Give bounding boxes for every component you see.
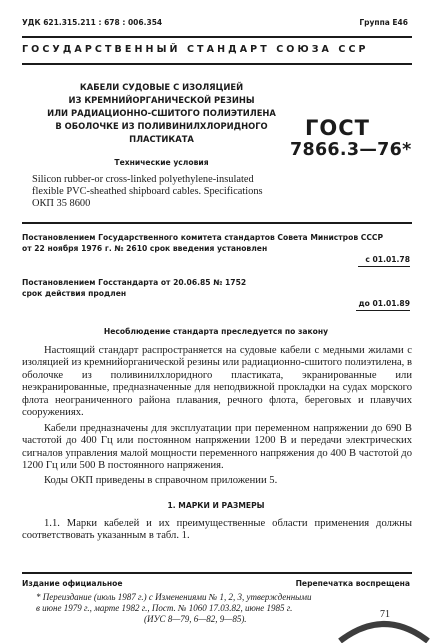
page-number: 71 (380, 609, 390, 620)
top-rule (22, 36, 412, 38)
section-heading: 1. МАРКИ И РАЗМЕРЫ (167, 501, 265, 510)
decree-line: Постановлением Государственного комитета стандартов Совета Министров СССР (22, 233, 384, 242)
footnote-line: * Переиздание (июль 1987 г.) с Изменениями № 1, 2, 3, утвержденными (36, 592, 312, 602)
standard-header: ГОСУДАРСТВЕННЫЙ СТАНДАРТ СОЮЗА ССР (22, 44, 369, 55)
okp-code: ОКП 35 8600 (32, 198, 91, 209)
extended-date: до 01.01.89 (358, 299, 410, 308)
decree-second (22, 277, 412, 299)
law-notice: Несоблюдение стандарта преследуется по закону (103, 327, 329, 336)
group-code: Группа Е46 (359, 18, 408, 27)
body-paragraph: Кабели предназначены для эксплуатации при переменном напряжении до 690 В частотой до 400 Гц или постоянном напряжении 1200 В и передачи электрических сигналов управления малой мощности переменного напряжения до 400 В частотой до 1200 Гц или 500 В постоянного напряжения. (22, 423, 412, 472)
decree-rule (22, 222, 412, 224)
standard-title (44, 81, 279, 146)
reprint-notice: Перепечатка воспрещена (295, 579, 410, 588)
title-line: ИЗ КРЕМНИЙОРГАНИЧЕСКОЙ РЕЗИНЫ (68, 95, 255, 105)
date-underline (356, 310, 410, 311)
body-paragraph: Коды ОКП приведены в справочном приложении 5. (44, 475, 278, 486)
decree-line: Постановлением Госстандарта от 20.06.85 № 1752 (22, 278, 247, 287)
footnote-line: (ИУС 8—79, 6—82, 9—85). (144, 614, 247, 624)
standard-subtitle: Технические условия (114, 158, 209, 167)
english-title-line: Silicon rubber-or cross-linked polyethylene-insulated (32, 174, 254, 185)
gost-number: 7866.3—76* (290, 140, 412, 160)
title-line: КАБЕЛИ СУДОВЫЕ С ИЗОЛЯЦИЕЙ (79, 82, 244, 92)
body-paragraph: Настоящий стандарт распространяется на судовые кабели с медными жилами с изоляцией из кремнийорганической резины или радиационно-сшитого полиэтилена, в оболочке из поливинилхлоридного пластиката, экранированные или неэкранированные, предназначенные для неподвижной прокладки на судах морского флота неограниченного района плавания, речного флота, береговых и плавучих сооружениях. (22, 345, 412, 419)
title-line: ИЛИ РАДИАЦИОННО-СШИТОГО ПОЛИЭТИЛЕНА (47, 108, 276, 118)
header-rule (22, 63, 412, 65)
library-stamp-icon (336, 613, 432, 643)
effective-date: с 01.01.78 (365, 255, 410, 264)
title-line: ПЛАСТИКАТА (129, 134, 194, 144)
udk-code: УДК 621.315.211 : 678 : 006.354 (22, 18, 163, 27)
gost-label: ГОСТ (305, 116, 370, 140)
decree-line: от 22 ноября 1976 г. № 2610 срок введения установлен (22, 244, 268, 253)
english-title (32, 174, 412, 198)
english-title-line: flexible PVC-sheathed shipboard cables. Specifications (32, 186, 263, 197)
decree-first (22, 232, 412, 254)
footnote-line: в июне 1979 г., марте 1982 г., Пост. № 1060 17.03.82, июне 1985 г. (36, 603, 293, 613)
date-underline (358, 266, 410, 267)
body-paragraph: 1.1. Марки кабелей и их преимущественные области применения должны соответствовать указанным в табл. 1. (22, 518, 412, 542)
footer-rule (22, 572, 412, 574)
edition-label: Издание официальное (22, 579, 123, 588)
title-line: В ОБОЛОЧКЕ ИЗ ПОЛИВИНИЛХЛОРИДНОГО (55, 121, 268, 131)
decree-line: срок действия продлен (22, 289, 127, 298)
